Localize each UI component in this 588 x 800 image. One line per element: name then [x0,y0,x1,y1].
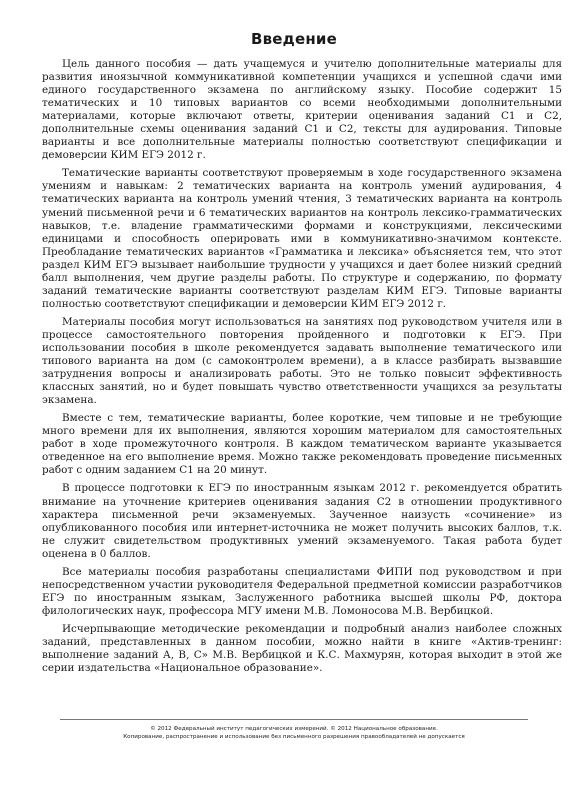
paragraph-thematic-variants: Тематические варианты соответствуют проверяемым в ходе государственного экзамена умениям и навыкам: 2 тематических варианта на контроль умений аудирования, 4 тематических варианта на контроль умений чтения, 3 тематических варианта на контроль умений письменной речи и 6 тематических вариантов на контроль лексико-грамматических навыков, т.е. владение грамматическими формами и конструкциями, лексическими единицами и способность оперировать ими в коммуникативно-значимом контексте. Преобладание тематических вариантов «Грамматика и лексика» объясняется тем, что этот раздел КИМ ЕГЭ вызывает наибольшие трудности у учащихся и дает более низкий средний балл выполнения, чем другие разделы работы. По структуре и содержанию, по формату заданий тематические варианты соответствуют разделам КИМ ЕГЭ. Типовые варианты полностью соответствуют спецификации и демоверсии КИМ ЕГЭ 2012 г. [42,167,562,310]
paragraph-usage: Материалы пособия могут использоваться на занятиях под руководством учителя или в процессе самостоятельного повторения пройденного и подготовки к ЕГЭ. При использовании пособия в школе рекомендуется задавать выполнение тематического или типового варианта на дом (с самоконтролем времени), а в классе разбирать вызвавшие затруднения вопросы и анализировать работы. Это не только повысит эффективность классных занятий, но и будет повышать чувство ответственности учащихся за результаты экзамена. [42,315,562,407]
paragraph-criteria-c2: В процессе подготовки к ЕГЭ по иностранным языкам 2012 г. рекомендуется обратить внимание на уточнение критериев оценивания задания С2 в отношении продуктивного характера письменной речи экзаменуемых. Заученное наизусть «сочинение» из опубликованного пособия или интернет-источника не может получить высоких баллов, т.к. не служит свидетельством продуктивных умений экзаменуемого. Такая работа будет оценена в 0 баллов. [42,482,562,560]
copyright-footer [60,719,528,741]
copyright-line: © 2012 Федеральный институт педагогических измерений. © 2012 Национальное образование. [150,726,438,732]
paragraph-recommendations: Исчерпывающие методические рекомендации и подробный анализ наиболее сложных заданий, представленных в данном пособии, можно найти в книге «Актив-тренинг: выполнение заданий А, В, С» М.В. Вербицкой и К.С. Махмурян, которая выходит в этой же серии издательства «Национальное образование». [42,622,562,675]
paragraph-short-variants: Вместе с тем, тематические варианты, более короткие, чем типовые и не требующие много времени для их выполнения, являются хорошим материалом для самостоятельных работ в ходе промежуточного контроля. В каждом тематическом варианте указывается отведенное на его выполнение время. Можно также рекомендовать проведение письменных работ с одним заданием С1 на 20 минут. [42,412,562,477]
body-text [42,58,562,680]
paragraph-authors: Все материалы пособия разработаны специалистами ФИПИ под руководством и при непосредственном участии руководителя Федеральной предметной комиссии разработчиков ЕГЭ по иностранным языкам, Заслуженного работника высшей школы РФ, доктора филологических наук, профессора МГУ имени М.В. Ломоносова М.В. Вербицкой. [42,565,562,617]
page-title: Введение [250,30,338,48]
copyright-notice: Копирование, распространение и использование без письменного разрешения правообладателей не допускается [123,734,465,740]
paragraph-purpose: Цель данного пособия — дать учащемуся и учителю дополнительные материалы для развития иноязычной коммуникативной компетенции учащихся и успешной сдачи ими единого государственного экзамена по английскому языку. Пособие содержит 15 тематических и 10 типовых вариантов со всеми необходимыми дополнительными материалами, которые включают ответы, критерии оценивания заданий С1 и С2, дополнительные схемы оценивания заданий С1 и С2, тексты для аудирования. Типовые варианты и все дополнительные материалы полностью соответствуют спецификации и демоверсии КИМ ЕГЭ 2012 г. [42,58,562,162]
